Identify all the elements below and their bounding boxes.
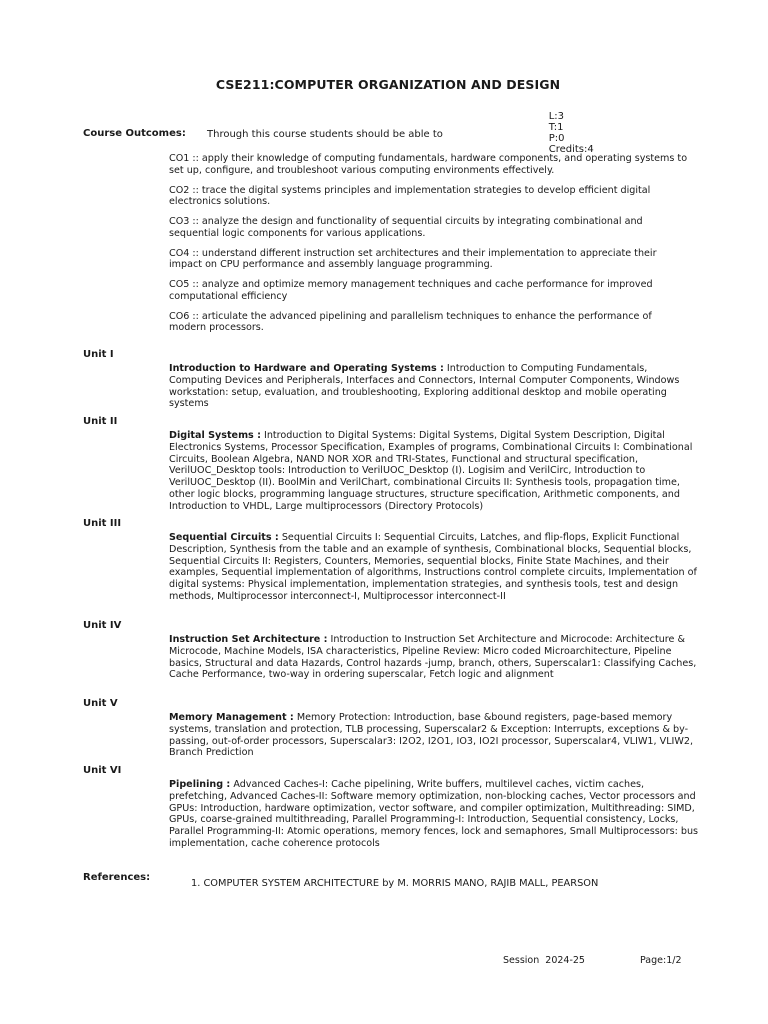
unit-content [169, 634, 701, 681]
unit-content [169, 363, 701, 410]
tutorial-hours: T:1 [548, 122, 564, 133]
unit-label: Unit V [83, 698, 118, 709]
course-outcome: CO5 :: analyze and optimize memory management techniques and cache performance for improved computational efficiency [169, 279, 653, 302]
course-outcomes-intro: Through this course students should be able to [207, 129, 443, 140]
unit-label: Unit III [83, 518, 122, 529]
unit-label: Unit II [83, 416, 118, 427]
lecture-hours: L:3 [548, 111, 565, 122]
course-outcome: CO6 :: articulate the advanced pipelining and parallelism techniques to enhance the performance of modern processors. [169, 310, 652, 334]
course-outcomes-list [169, 153, 689, 342]
unit-heading: Pipelining : [169, 779, 231, 790]
references-list [191, 878, 598, 889]
unit-heading: Instruction Set Architecture : [169, 634, 328, 645]
unit-heading: Memory Management : [169, 712, 294, 723]
course-title: CSE211:COMPUTER ORGANIZATION AND DESIGN [215, 77, 561, 92]
credits: Credits:4 [548, 144, 594, 155]
references-label: References: [83, 872, 151, 883]
course-outcome: CO2 :: trace the digital systems principles and implementation strategies to develop efficient digital electronics solutions. [169, 184, 651, 208]
unit-label: Unit I [83, 349, 114, 360]
unit-heading: Sequential Circuits : [169, 532, 279, 543]
unit-text: Advanced Caches-I: Cache pipelining, Write buffers, multilevel caches, victim caches, prefetching, Advanced Caches-II: Software memory optimization, non-blocking caches, Vector processors and GPUs: Introduction, hardware optimization, vector software, and compiler optimization, Multithreading: SIMD, GPUs, coarse-grained multithreading, Parallel Programming-I: Introduction, Sequential consistency, Locks, Parallel Programming-II: Atomic operations, memory fences, lock and semaphores, Small Multiprocessors: bus implementation, cache coherence protocols [169, 779, 699, 849]
unit-text: Introduction to Instruction Set Architecture and Microcode: Architecture & Microcode, Machine Models, ISA characteristics, Pipeline Review: Micro coded Microarchitecture, Pipeline basics, Structural and data Hazards, Control hazards -jump, branch, others, Superscalar1: Classifying Caches, Cache Performance, two-way in ordering superscalar, Fetch logic and alignment [169, 634, 697, 681]
course-outcomes-label: Course Outcomes: [83, 128, 186, 139]
unit-heading: Digital Systems : [169, 430, 261, 441]
session-label: Session 2024-25 [503, 955, 585, 966]
page-number: Page:1/2 [640, 955, 682, 966]
unit-heading: Introduction to Hardware and Operating Systems : [169, 363, 444, 374]
course-outcome: CO1 :: apply their knowledge of computing fundamentals, hardware components, and operating systems to set up, configure, and troubleshoot various computing environments effectively. [169, 153, 688, 176]
unit-content [169, 532, 701, 603]
unit-text: Introduction to Computing Fundamentals, Computing Devices and Peripherals, Interfaces and Connectors, Internal Computer Components, Windows workstation: setup, evaluation, and troubleshooting, Exploring additional desktop and mobile operating systems [169, 363, 680, 410]
unit-text: Introduction to Digital Systems: Digital Systems, Digital System Description, Digital Electronics Systems, Processor Specification, Examples of programs, Combinational Circuits I: Combinational Circuits, Boolean Algebra, NAND NOR XOR and TRI-States, Functional and structural specification, VerilUOC_Desktop tools: Introduction to VerilUOC_Desktop (I). Logisim and VerilCirc, Introduction to VerilUOC_Desktop (II). BoolMin and VerilChart, combinational Circuits II: Synthesis tools, propagation time, other logic blocks, programming language structures, structure specification, Arithmetic components, and Introduction to VHDL, Large multiprocessors (Directory Protocols) [169, 430, 693, 512]
unit-content [169, 430, 701, 513]
course-outcome: CO3 :: analyze the design and functionality of sequential circuits by integrating combinational and sequential logic components for various applications. [169, 216, 643, 239]
practical-hours: P:0 [548, 133, 565, 144]
course-outcome: CO4 :: understand different instruction set architectures and their implementation to appreciate their impact on CPU performance and assembly language programming. [169, 247, 657, 271]
unit-content [169, 712, 701, 759]
unit-label: Unit IV [83, 620, 122, 631]
unit-content [169, 779, 701, 850]
unit-text: Memory Protection: Introduction, base &bound registers, page-based memory systems, translation and protection, TLB processing, Superscalar2 & Exception: Interrupts, exceptions & by-passing, out-of-order processors, Superscalar3: I2O2, I2O1, IO3, IO2I processor, Superscalar4, VLIW1, VLIW2, Branch Prediction [169, 712, 694, 759]
unit-text: Sequential Circuits I: Sequential Circuits, Latches, and flip-flops, Explicit Functional Description, Synthesis from the table and an example of synthesis, Combinational blocks, Sequential blocks, Sequential Circuits II: Registers, Counters, Memories, sequential blocks, Finite State Machines, and their examples, Sequential implementation of algorithms, Instructions control complete circuits, Implementation of digital systems: Physical implementation, implementation strategies, and synthesis tools, test and design methods, Multiprocessor interconnect-I, Multiprocessor interconnect-II [169, 532, 697, 602]
reference-item: 1. COMPUTER SYSTEM ARCHITECTURE by M. MORRIS MANO, RAJIB MALL, PEARSON [191, 878, 599, 889]
unit-label: Unit VI [83, 765, 122, 776]
